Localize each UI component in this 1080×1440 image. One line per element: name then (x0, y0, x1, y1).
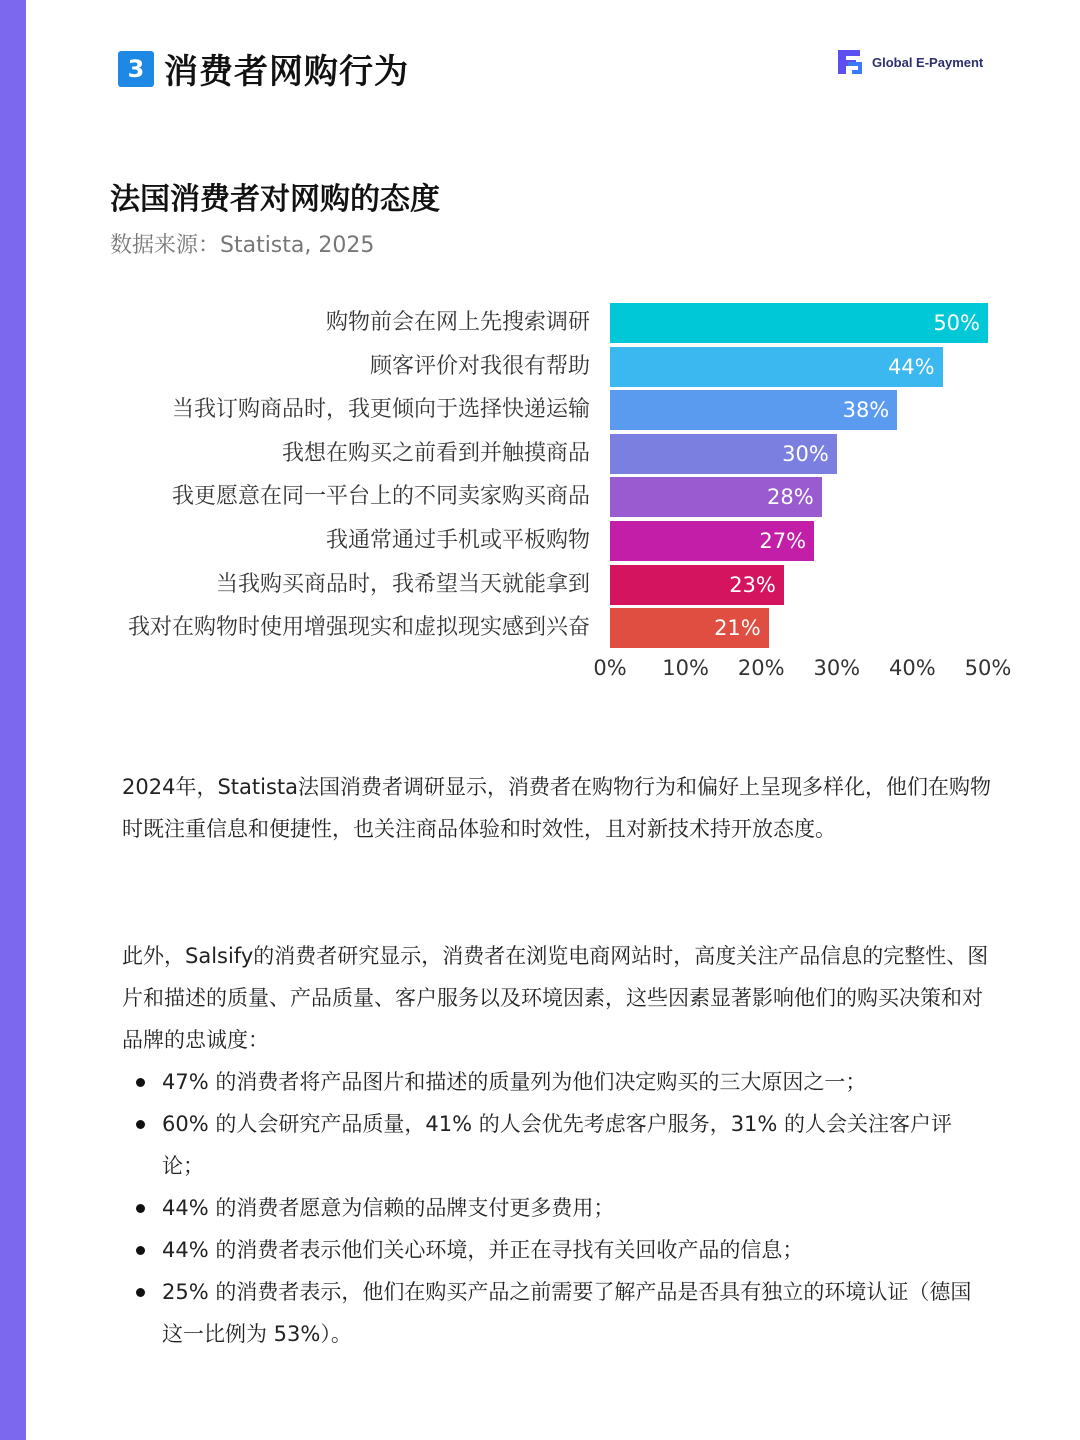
bullet-item: 44% 的消费者表示他们关心环境，并正在寻找有关回收产品的信息； (122, 1229, 992, 1271)
section-title: 消费者网购行为 (164, 52, 409, 92)
bar (610, 303, 988, 343)
bar (610, 565, 784, 605)
x-tick-label: 30% (813, 656, 861, 680)
paragraph-2: 此外，Salsify的消费者研究显示，消费者在浏览电商网站时，高度关注产品信息的完整性、图片和描述的质量、产品质量、客户服务以及环境因素，这些因素显著影响他们的购买决策和对品牌的忠诚度： (122, 944, 989, 1052)
bar (610, 521, 814, 561)
bar-category-label: 顾客评价对我很有帮助 (369, 353, 590, 379)
bar-category-label: 我更愿意在同一平台上的不同卖家购买商品 (171, 484, 590, 510)
bar-value-label: 28% (766, 485, 814, 510)
bullet-item: 60% 的人会研究产品质量，41% 的人会优先考虑客户服务，31% 的人会关注客户评论； (122, 1103, 992, 1187)
bar (610, 390, 897, 430)
bar-category-label: 购物前会在网上先搜索调研 (325, 310, 590, 335)
bar-category-label: 我通常通过手机或平板购物 (325, 528, 590, 553)
bar-category-label: 我对在购物时使用增强现实和虚拟现实感到兴奋 (127, 615, 590, 641)
bar-value-label: 38% (842, 398, 890, 423)
bullet-list (122, 1061, 992, 1355)
bar (610, 608, 769, 648)
bar (610, 477, 822, 517)
x-tick-label: 40% (889, 656, 936, 680)
bar-category-label: 我想在购买之前看到并触摸商品 (281, 440, 590, 466)
x-tick-label: 20% (737, 656, 785, 680)
paragraph-1: 2024年，Statista法国消费者调研显示，消费者在购物行为和偏好上呈现多样化，他们在购物时既注重信息和便捷性，也关注商品体验和时效性，且对新技术持开放态度。 (122, 775, 991, 841)
x-tick-label: 50% (964, 656, 1012, 680)
chart-title: 法国消费者对网购的态度 (110, 182, 440, 217)
bar-value-label: 27% (759, 529, 807, 553)
x-tick-label: 10% (662, 656, 709, 680)
chart-source: 数据来源：Statista, 2025 (110, 233, 375, 258)
bar-chart (0, 0, 1080, 700)
bar (610, 347, 943, 387)
bar-value-label: 30% (782, 441, 829, 466)
brand-name: Global E-Payment (872, 54, 984, 70)
bar-category-label: 当我购买商品时，我希望当天就能拿到 (215, 571, 590, 597)
bar-value-label: 50% (933, 311, 980, 335)
bar-value-label: 21% (714, 616, 761, 641)
section-number-badge: 3 (118, 51, 154, 87)
bar-value-label: 23% (729, 572, 776, 597)
bar (610, 434, 837, 474)
bar-category-label: 当我订购商品时，我更倾向于选择快递运输 (171, 397, 590, 423)
bullet-item: 25% 的消费者表示，他们在购买产品之前需要了解产品是否具有独立的环境认证（德国这一比例为 53%）。 (122, 1271, 992, 1355)
bar-value-label: 44% (887, 354, 935, 379)
x-tick-label: 0% (593, 656, 627, 680)
bullet-item: 47% 的消费者将产品图片和描述的质量列为他们决定购买的三大原因之一； (122, 1061, 992, 1103)
bullet-item: 44% 的消费者愿意为信赖的品牌支付更多费用； (122, 1187, 992, 1229)
